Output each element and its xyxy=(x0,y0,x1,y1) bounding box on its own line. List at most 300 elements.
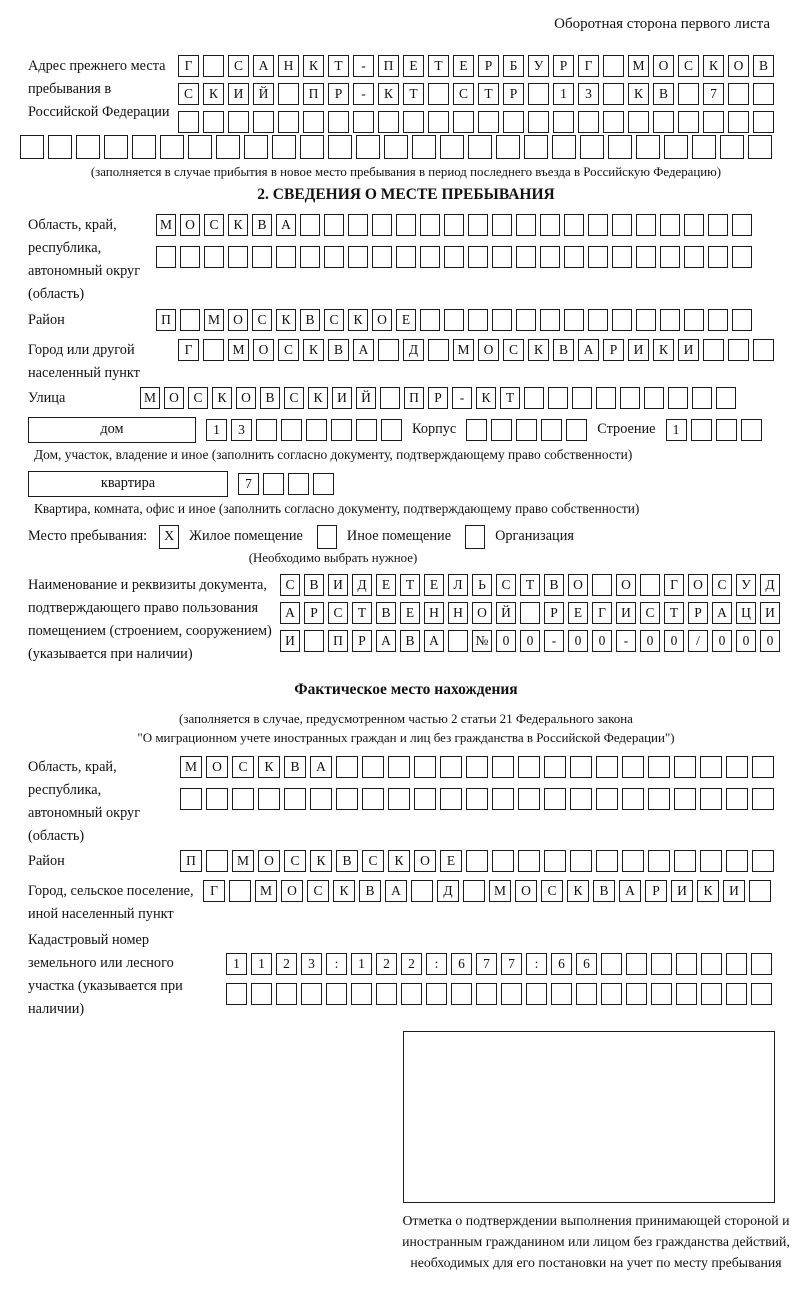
char-cell xyxy=(648,756,670,778)
char-cell: - xyxy=(616,630,636,652)
char-cell: И xyxy=(760,602,780,624)
confirmation-stamp-box xyxy=(403,1031,775,1203)
char-cell: П xyxy=(156,309,176,331)
char-cell xyxy=(206,850,228,872)
char-cell: Е xyxy=(376,574,396,596)
char-cell xyxy=(466,788,488,810)
char-cell: : xyxy=(326,953,347,975)
char-cell xyxy=(588,309,608,331)
char-cell xyxy=(384,135,408,159)
prev-address-label: Адрес прежнего места пребывания в Российской Федерации xyxy=(28,58,170,121)
char-cell: Р xyxy=(688,602,708,624)
char-cell: Е xyxy=(424,574,444,596)
char-cell: К xyxy=(476,387,496,409)
char-cell: Е xyxy=(440,850,462,872)
char-cell: № xyxy=(472,630,492,652)
char-cell: В xyxy=(400,630,420,652)
char-cell: Г xyxy=(592,602,612,624)
char-cell: 0 xyxy=(496,630,516,652)
char-cell xyxy=(692,387,712,409)
char-cell xyxy=(540,309,560,331)
char-cell: 3 xyxy=(578,83,599,105)
char-cell xyxy=(492,850,514,872)
char-cell xyxy=(552,135,576,159)
house-cells xyxy=(206,419,402,441)
char-cell xyxy=(518,850,540,872)
char-cell xyxy=(726,953,747,975)
char-cell xyxy=(444,214,464,236)
char-cell: Т xyxy=(400,574,420,596)
char-cell: Г xyxy=(203,880,225,902)
char-cell xyxy=(678,83,699,105)
char-cell xyxy=(414,788,436,810)
char-cell: К xyxy=(303,339,324,361)
char-cell xyxy=(348,246,368,268)
char-cell xyxy=(203,339,224,361)
char-cell xyxy=(544,756,566,778)
char-cell: С xyxy=(278,339,299,361)
char-cell: С xyxy=(496,574,516,596)
char-cell xyxy=(648,850,670,872)
char-cell xyxy=(378,111,399,133)
char-cell xyxy=(226,983,247,1005)
char-cell xyxy=(548,387,568,409)
char-cell xyxy=(180,788,202,810)
char-cell: Р xyxy=(304,602,324,624)
char-cell xyxy=(716,419,737,441)
char-cell: / xyxy=(688,630,708,652)
char-cell xyxy=(551,983,572,1005)
char-cell xyxy=(356,135,380,159)
char-cell xyxy=(674,850,696,872)
char-cell: Е xyxy=(568,602,588,624)
cadastral-row-2 xyxy=(226,983,784,1005)
char-cell: О xyxy=(688,574,708,596)
char-cell: К xyxy=(303,55,324,77)
char-cell: Т xyxy=(328,55,349,77)
checkbox-organization xyxy=(465,525,485,549)
char-cell xyxy=(708,246,728,268)
street-block xyxy=(28,387,784,415)
char-cell: 1 xyxy=(251,953,272,975)
char-cell: М xyxy=(180,756,202,778)
char-cell: Р xyxy=(544,602,564,624)
char-cell: С xyxy=(541,880,563,902)
char-cell xyxy=(466,850,488,872)
cadastral-block xyxy=(28,929,784,1022)
char-cell: А xyxy=(385,880,407,902)
stay-type-row xyxy=(28,525,784,549)
char-cell xyxy=(524,387,544,409)
char-cell: Т xyxy=(352,602,372,624)
char-cell: О xyxy=(281,880,303,902)
char-cell: М xyxy=(228,339,249,361)
char-cell: П xyxy=(180,850,202,872)
char-cell: В xyxy=(376,602,396,624)
char-cell xyxy=(612,214,632,236)
char-cell: 6 xyxy=(576,953,597,975)
char-cell: Й xyxy=(356,387,376,409)
prev-address-block xyxy=(28,55,784,133)
char-cell xyxy=(676,953,697,975)
char-cell xyxy=(753,339,774,361)
char-cell: 7 xyxy=(476,953,497,975)
char-cell: А xyxy=(424,630,444,652)
district-block xyxy=(28,309,784,337)
actual-city-block xyxy=(28,880,784,926)
char-cell: 0 xyxy=(712,630,732,652)
char-cell: О xyxy=(253,339,274,361)
char-cell xyxy=(516,419,537,441)
char-cell xyxy=(651,983,672,1005)
char-cell: В xyxy=(328,339,349,361)
apartment-row xyxy=(28,471,784,497)
char-cell: К xyxy=(378,83,399,105)
char-cell: В xyxy=(284,756,306,778)
char-cell xyxy=(313,473,334,495)
house-box-label: дом xyxy=(28,417,196,443)
city-block xyxy=(28,339,784,385)
char-cell xyxy=(692,135,716,159)
char-cell xyxy=(180,246,200,268)
char-cell xyxy=(428,339,449,361)
char-cell xyxy=(544,850,566,872)
char-cell: Е xyxy=(396,309,416,331)
char-cell xyxy=(608,135,632,159)
char-cell xyxy=(753,111,774,133)
char-cell: И xyxy=(280,630,300,652)
char-cell xyxy=(440,756,462,778)
char-cell xyxy=(444,309,464,331)
section2-title: 2. СВЕДЕНИЯ О МЕСТЕ ПРЕБЫВАНИЯ xyxy=(257,186,555,203)
char-cell: Е xyxy=(400,602,420,624)
char-cell: О xyxy=(472,602,492,624)
char-cell: П xyxy=(328,630,348,652)
char-cell xyxy=(728,83,749,105)
char-cell: Р xyxy=(352,630,372,652)
char-cell xyxy=(628,111,649,133)
char-cell xyxy=(396,246,416,268)
char-cell xyxy=(660,246,680,268)
option-other-premises-label: Иное помещение xyxy=(346,528,452,545)
char-cell xyxy=(411,880,433,902)
char-cell xyxy=(541,419,562,441)
char-cell xyxy=(303,111,324,133)
char-cell xyxy=(328,111,349,133)
char-cell: 6 xyxy=(451,953,472,975)
actual-city-row xyxy=(203,880,771,902)
char-cell: М xyxy=(156,214,176,236)
char-cell: А xyxy=(712,602,732,624)
char-cell xyxy=(380,387,400,409)
char-cell xyxy=(388,788,410,810)
char-cell xyxy=(570,756,592,778)
char-cell xyxy=(751,953,772,975)
char-cell xyxy=(492,309,512,331)
actual-city-label: Город, сельское поселение, иной населенный пункт xyxy=(28,883,194,923)
char-cell xyxy=(451,983,472,1005)
char-cell xyxy=(244,135,268,159)
char-cell: М xyxy=(232,850,254,872)
char-cell xyxy=(684,214,704,236)
char-cell xyxy=(388,756,410,778)
option-organization-label: Организация xyxy=(495,528,574,545)
char-cell xyxy=(668,387,688,409)
char-cell: М xyxy=(255,880,277,902)
char-cell: И xyxy=(671,880,693,902)
house-note: Дом, участок, владение и иное (заполнить согласно документу, подтверждающему право собственности) xyxy=(34,446,633,462)
char-cell xyxy=(726,983,747,1005)
char-cell xyxy=(703,339,724,361)
char-cell xyxy=(691,419,712,441)
char-cell xyxy=(188,135,212,159)
char-cell xyxy=(592,574,612,596)
char-cell: О xyxy=(478,339,499,361)
char-cell xyxy=(326,983,347,1005)
char-cell xyxy=(468,246,488,268)
char-cell xyxy=(741,419,762,441)
district-label: Район xyxy=(28,311,65,328)
char-cell: - xyxy=(353,83,374,105)
char-cell: К xyxy=(653,339,674,361)
char-cell: С xyxy=(228,55,249,77)
char-cell: К xyxy=(228,214,248,236)
char-cell xyxy=(660,309,680,331)
char-cell: 3 xyxy=(231,419,252,441)
char-cell xyxy=(684,309,704,331)
char-cell xyxy=(720,135,744,159)
char-cell: Г xyxy=(178,55,199,77)
char-cell xyxy=(518,788,540,810)
street-label: Улица xyxy=(28,389,66,406)
char-cell: О xyxy=(236,387,256,409)
page-title: Оборотная сторона первого листа xyxy=(554,16,770,32)
char-cell xyxy=(372,246,392,268)
char-cell: 0 xyxy=(568,630,588,652)
char-cell xyxy=(684,246,704,268)
char-cell xyxy=(428,111,449,133)
char-cell xyxy=(726,850,748,872)
char-cell: О xyxy=(568,574,588,596)
char-cell xyxy=(281,419,302,441)
char-cell xyxy=(749,880,771,902)
char-cell: Н xyxy=(424,602,444,624)
char-cell xyxy=(516,246,536,268)
char-cell: - xyxy=(544,630,564,652)
char-cell: О xyxy=(515,880,537,902)
char-cell xyxy=(596,788,618,810)
char-cell xyxy=(516,309,536,331)
char-cell: Р xyxy=(503,83,524,105)
char-cell: А xyxy=(276,214,296,236)
char-cell: Т xyxy=(520,574,540,596)
char-cell: : xyxy=(426,953,447,975)
char-cell xyxy=(728,339,749,361)
char-cell: О xyxy=(206,756,228,778)
actual-location-title: Фактическое место нахождения xyxy=(294,680,518,698)
region-block xyxy=(28,214,784,307)
char-cell xyxy=(716,387,736,409)
char-cell xyxy=(304,630,324,652)
char-cell: С xyxy=(640,602,660,624)
char-cell xyxy=(160,135,184,159)
document-rows xyxy=(280,574,784,658)
char-cell xyxy=(528,111,549,133)
stroenie-cells xyxy=(666,419,762,441)
char-cell: А xyxy=(280,602,300,624)
char-cell xyxy=(726,756,748,778)
char-cell xyxy=(440,135,464,159)
char-cell: С xyxy=(232,756,254,778)
char-cell xyxy=(572,387,592,409)
char-cell xyxy=(566,419,587,441)
char-cell xyxy=(748,135,772,159)
char-cell xyxy=(420,214,440,236)
char-cell: П xyxy=(303,83,324,105)
actual-district-row xyxy=(180,850,774,872)
char-cell: 6 xyxy=(551,953,572,975)
actual-district-block xyxy=(28,850,784,878)
confirmation-stamp-note: Отметка о подтверждении выполнения принимающей стороной и иностранным гражданином или лицом без гражданства действий, необходимых для его постановки на учет по месту пребывания xyxy=(402,1213,790,1270)
house-row xyxy=(28,417,784,443)
char-cell: 7 xyxy=(703,83,724,105)
document-block xyxy=(28,574,784,667)
char-cell xyxy=(492,756,514,778)
char-cell: И xyxy=(328,574,348,596)
char-cell xyxy=(301,983,322,1005)
char-cell: И xyxy=(332,387,352,409)
actual-location-note-2: "О миграционном учете иностранных граждан и лиц без гражданства в Российской Федерации") xyxy=(137,730,675,746)
char-cell: К xyxy=(333,880,355,902)
actual-region-block xyxy=(28,756,784,849)
char-cell xyxy=(751,983,772,1005)
char-cell xyxy=(258,788,280,810)
char-cell: С xyxy=(453,83,474,105)
char-cell: К xyxy=(703,55,724,77)
char-cell xyxy=(324,246,344,268)
char-cell xyxy=(216,135,240,159)
actual-region-row-1 xyxy=(180,756,784,778)
document-row-3 xyxy=(280,630,784,652)
actual-region-label: Область, край, республика, автономный округ (область) xyxy=(28,758,141,845)
char-cell: Р xyxy=(428,387,448,409)
char-cell xyxy=(700,850,722,872)
apartment-cells xyxy=(238,473,334,495)
char-cell xyxy=(708,309,728,331)
char-cell: К xyxy=(388,850,410,872)
char-cell xyxy=(336,788,358,810)
char-cell xyxy=(700,756,722,778)
char-cell xyxy=(412,135,436,159)
char-cell: Б xyxy=(503,55,524,77)
char-cell: В xyxy=(359,880,381,902)
char-cell xyxy=(76,135,100,159)
char-cell xyxy=(276,246,296,268)
char-cell: Д xyxy=(352,574,372,596)
char-cell xyxy=(601,983,622,1005)
char-cell xyxy=(491,419,512,441)
char-cell: Е xyxy=(403,55,424,77)
char-cell: Т xyxy=(500,387,520,409)
stroenie-label: Строение xyxy=(597,421,656,438)
char-cell: Д xyxy=(437,880,459,902)
char-cell xyxy=(496,135,520,159)
char-cell: 0 xyxy=(736,630,756,652)
char-cell xyxy=(276,983,297,1005)
char-cell: С xyxy=(328,602,348,624)
actual-location-note-1: (заполняется в случае, предусмотренном частью 2 статьи 21 Федерального закона xyxy=(179,710,633,726)
char-cell xyxy=(351,983,372,1005)
region-row-1 xyxy=(156,214,784,236)
char-cell: К xyxy=(567,880,589,902)
char-cell xyxy=(414,756,436,778)
char-cell: А xyxy=(619,880,641,902)
char-cell: 0 xyxy=(760,630,780,652)
char-cell xyxy=(306,419,327,441)
char-cell: 0 xyxy=(640,630,660,652)
char-cell xyxy=(331,419,352,441)
char-cell xyxy=(626,983,647,1005)
char-cell: - xyxy=(452,387,472,409)
char-cell: К xyxy=(697,880,719,902)
char-cell xyxy=(732,214,752,236)
char-cell xyxy=(503,111,524,133)
char-cell xyxy=(372,214,392,236)
char-cell: П xyxy=(404,387,424,409)
checkbox-other-premises xyxy=(317,525,337,549)
document-row-2 xyxy=(280,602,784,624)
char-cell: В xyxy=(300,309,320,331)
char-cell: В xyxy=(252,214,272,236)
char-cell xyxy=(204,246,224,268)
region-label: Область, край, республика, автономный округ (область) xyxy=(28,217,141,303)
char-cell: К xyxy=(203,83,224,105)
char-cell xyxy=(381,419,402,441)
region-row-2 xyxy=(156,246,784,268)
char-cell xyxy=(578,111,599,133)
char-cell xyxy=(403,111,424,133)
char-cell: А xyxy=(253,55,274,77)
char-cell: Г xyxy=(178,339,199,361)
char-cell xyxy=(203,55,224,77)
char-cell xyxy=(401,983,422,1005)
char-cell xyxy=(622,756,644,778)
char-cell: И xyxy=(723,880,745,902)
char-cell: Р xyxy=(645,880,667,902)
char-cell: Ь xyxy=(472,574,492,596)
char-cell xyxy=(228,246,248,268)
char-cell xyxy=(601,953,622,975)
char-cell xyxy=(232,788,254,810)
char-cell: К xyxy=(528,339,549,361)
char-cell: Р xyxy=(603,339,624,361)
char-cell xyxy=(524,135,548,159)
char-cell xyxy=(752,756,774,778)
char-cell: 0 xyxy=(664,630,684,652)
char-cell xyxy=(596,756,618,778)
char-cell xyxy=(676,983,697,1005)
char-cell xyxy=(626,953,647,975)
char-cell xyxy=(752,788,774,810)
char-cell xyxy=(251,983,272,1005)
char-cell xyxy=(596,850,618,872)
city-row xyxy=(178,339,774,361)
char-cell xyxy=(648,788,670,810)
char-cell xyxy=(263,473,284,495)
char-cell xyxy=(278,111,299,133)
char-cell: С xyxy=(678,55,699,77)
char-cell: Т xyxy=(478,83,499,105)
